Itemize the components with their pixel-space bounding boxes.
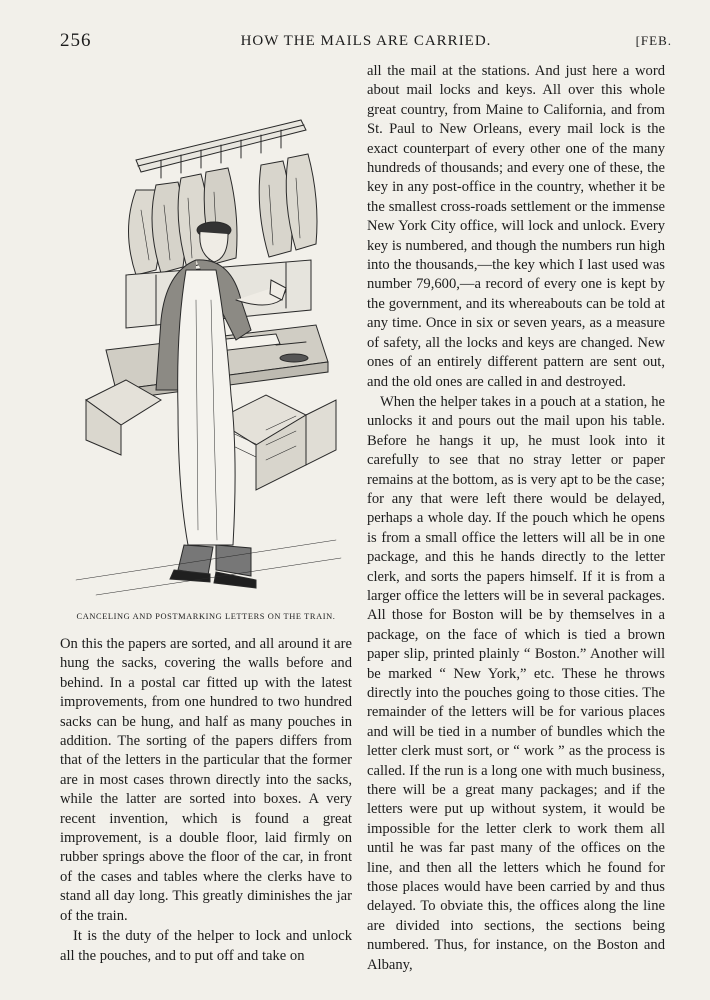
running-title: HOW THE MAILS ARE CARRIED. <box>240 33 492 49</box>
running-head <box>60 30 672 54</box>
paragraph: When the helper takes in a pouch at a station, he unlocks it and pours out the mail upon his table. Before he hangs it up, he must look into it carefully to see that no stray letter or paper remains at the bottom, as is very apt to be the case; for any that were left there would be delayed, perhaps a whole day. If the pouch which he opens is from a small office the letters will all be in one package, and this he hands directly to the letter clerk, and sorts the papers himself. If it is from a larger office the letters will be in several packages. All those for Boston will be by themselves in a package, on the face of which is tied a brown paper slip, printed plainly “ Boston.” Another will be marked “ New York,” etc. These he throws directly into the pouches going to those cities. The remainder of the letters will be for various places and will be tied in a number of bundles which the letter clerk must sort, or “ work ” as the process is called. If the run is a long one with much business, there will be a great many packages; and if the letters were put up without system, it would be impossible for the letter clerk to work them all until he was far past many of the offices on the line, and then all the letters which he found for those places would have been carried by and thus delayed. To obviate this, the offices along the line are divided into sections, the sections being numbered. Thus, for instance, on the Boston and Albany, <box>367 393 665 973</box>
left-column <box>60 635 352 966</box>
figure-caption: CANCELING AND POSTMARKING LETTERS ON THE TRAIN. <box>76 612 336 621</box>
illustration-mail-clerk <box>66 100 346 600</box>
paragraph: It is the duty of the helper to lock and unlock all the pouches, and to put off and take on <box>60 928 352 964</box>
issue-month: [FEB. <box>635 33 672 48</box>
right-column <box>367 62 665 975</box>
paragraph: all the mail at the stations. And just here a word about mail locks and keys. All over this whole great country, from Maine to California, and from St. Paul to New Orleans, every mail lock is the exact counterpart of every other one of the many hundreds of thousands; and every one of these, the key in any post-office in the country, whether it be the smallest cross-roads settlement or the immense New York City office, will lock and unlock. Every key is numbered, and though the numbers run high into the thousands,—the key which I last used was number 79,600,—a record of every one is kept by the government, and its whereabouts can be told at any time. Once in six or seven years, as a measure of safety, all the locks and keys are changed. New ones of an entirely different pattern are sent out, and the old ones are called in and destroyed. <box>367 63 665 390</box>
page-number: 256 <box>60 30 92 51</box>
paragraph: On this the papers are sorted, and all around it are hung the sacks, covering the walls before and behind. In a postal car fitted up with the latest improvements, from one hundred to two hundred sacks can be hung, and half as many pouches in addition. The sorting of the papers differs from that of the letters in the particular that the former are in most cases thrown directly into the sacks, while the latter are sorted into boxes. A very recent invention, which is found a great improvement, is a double floor, laid firmly on rubber springs above the floor of the car, in front of the cases and tables where the clerks have to stand all day long. This greatly diminishes the jar of the train. <box>60 636 352 924</box>
